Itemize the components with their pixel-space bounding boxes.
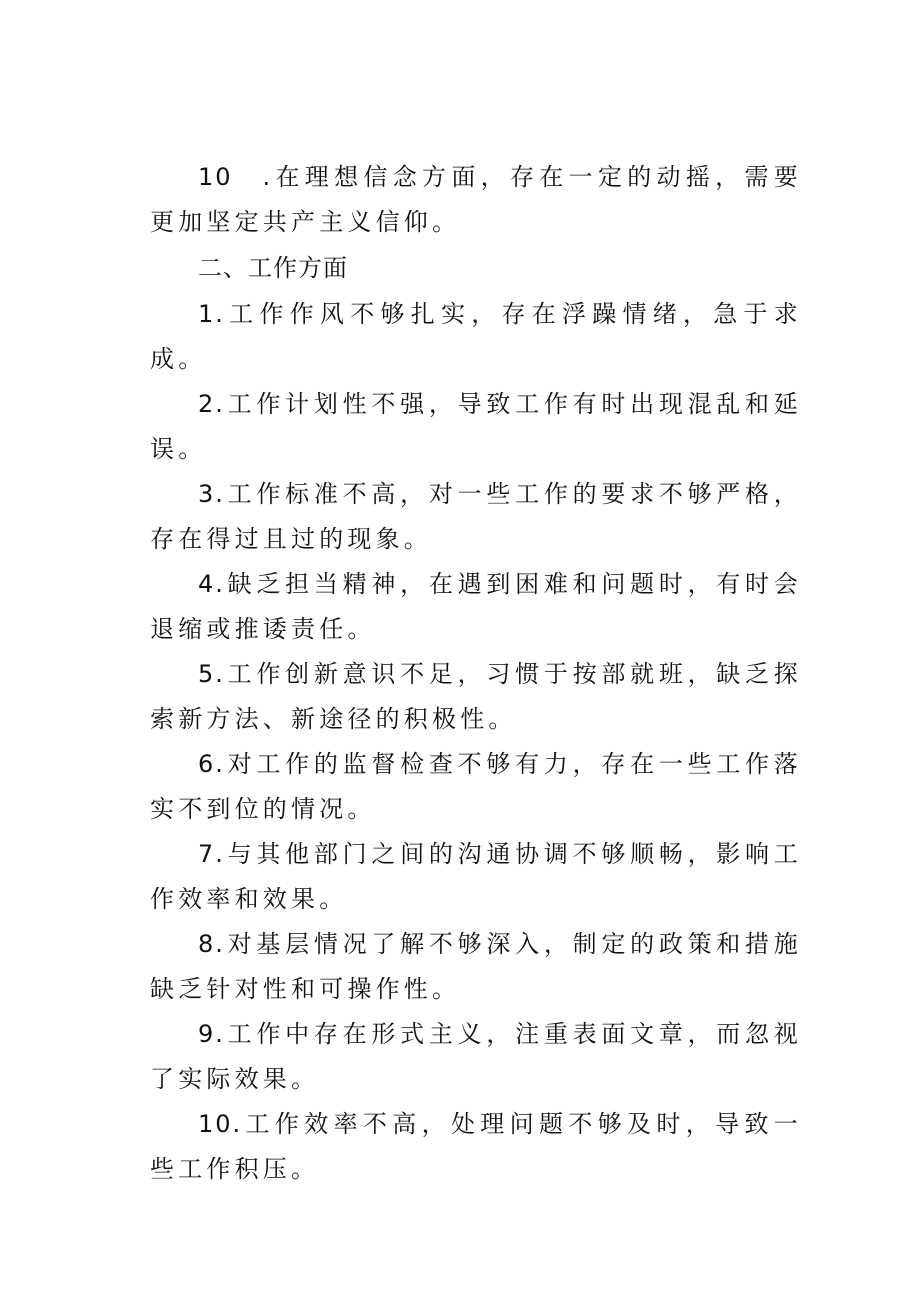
list-item-3 [150, 472, 802, 562]
item-number: 6 [198, 750, 216, 778]
list-item-1 [150, 292, 802, 382]
list-item-top-10 [150, 155, 802, 245]
item-text: .工作计划性不强，导致工作有时出现混乱和延误。 [150, 390, 802, 463]
item-text: .缺乏担当精神，在遇到困难和问题时，有时会退缩或推诿责任。 [150, 570, 802, 643]
document-body [150, 155, 802, 1192]
list-item-5 [150, 652, 802, 742]
item-number: 5 [198, 660, 216, 688]
item-number: 8 [198, 930, 216, 958]
item-number: 10 [198, 163, 233, 191]
item-text: .对工作的监督检查不够有力，存在一些工作落实不到位的情况。 [150, 750, 802, 823]
item-number: 3 [198, 480, 216, 508]
list-item-8 [150, 922, 802, 1012]
list-item-2 [150, 382, 802, 472]
list-item-10 [150, 1102, 802, 1192]
list-item-4 [150, 562, 802, 652]
item-number: 10 [198, 1110, 233, 1138]
list-item-9 [150, 1012, 802, 1102]
section-heading: 二、工作方面 [198, 254, 348, 282]
list-item-6 [150, 742, 802, 832]
item-text: .与其他部门之间的沟通协调不够顺畅，影响工作效率和效果。 [150, 840, 802, 913]
item-number: 2 [198, 390, 216, 418]
item-text: .在理想信念方面，存在一定的动摇，需要更加坚定共产主义信仰。 [150, 163, 802, 236]
item-number: 9 [198, 1020, 216, 1048]
item-text: .工作标准不高，对一些工作的要求不够严格，存在得过且过的现象。 [150, 480, 802, 553]
item-text: .工作效率不高，处理问题不够及时，导致一些工作积压。 [150, 1110, 802, 1183]
list-item-7 [150, 832, 802, 922]
item-number: 1 [198, 300, 216, 328]
item-text: .对基层情况了解不够深入，制定的政策和措施缺乏针对性和可操作性。 [150, 930, 802, 1003]
item-number: 4 [198, 570, 216, 598]
item-text: .工作作风不够扎实，存在浮躁情绪，急于求成。 [150, 300, 802, 373]
item-number: 7 [198, 840, 216, 868]
item-text: .工作中存在形式主义，注重表面文章，而忽视了实际效果。 [150, 1020, 802, 1093]
item-text: .工作创新意识不足，习惯于按部就班，缺乏探索新方法、新途径的积极性。 [150, 660, 802, 733]
